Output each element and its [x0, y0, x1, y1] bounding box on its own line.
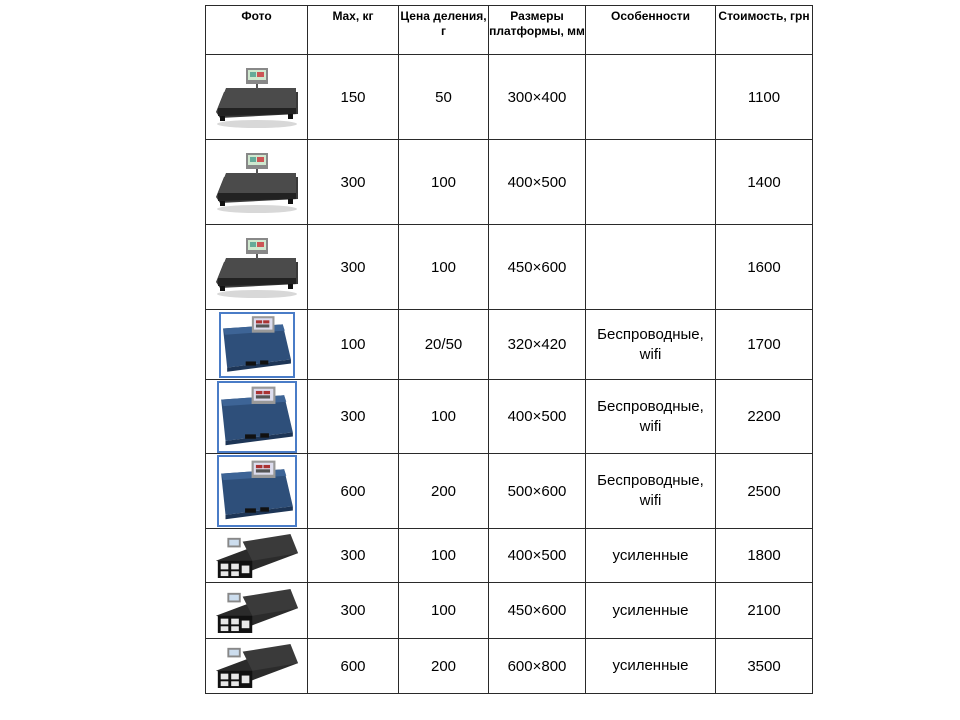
- platform-cell: 400×500: [489, 529, 586, 583]
- division-cell: 100: [399, 529, 489, 583]
- price-cell: 1600: [716, 225, 813, 310]
- max-cell: 300: [308, 529, 399, 583]
- price-cell: 1400: [716, 140, 813, 225]
- reinforced-scale-image: [214, 642, 300, 690]
- division-cell: 20/50: [399, 310, 489, 380]
- features-cell: [586, 140, 716, 225]
- table-row: [206, 55, 813, 140]
- max-cell: 150: [308, 55, 399, 140]
- photo-cell: [206, 529, 308, 583]
- photo-cell: [206, 380, 308, 454]
- platform-cell: 450×600: [489, 583, 586, 639]
- max-cell: 300: [308, 380, 399, 454]
- division-cell: 100: [399, 225, 489, 310]
- max-cell: 300: [308, 583, 399, 639]
- platform-cell: 500×600: [489, 454, 586, 529]
- reinforced-scale-image: [214, 532, 300, 580]
- features-cell: усиленные: [586, 529, 716, 583]
- price-cell: 1100: [716, 55, 813, 140]
- max-cell: 600: [308, 639, 399, 694]
- price-cell: 1800: [716, 529, 813, 583]
- header-division: Цена деления, г: [399, 6, 489, 55]
- division-cell: 100: [399, 380, 489, 454]
- max-cell: 300: [308, 140, 399, 225]
- photo-cell: [206, 310, 308, 380]
- table-row: [206, 310, 813, 380]
- blue-wireless-scale-image: [219, 383, 295, 451]
- max-cell: 300: [308, 225, 399, 310]
- header-row: [206, 6, 813, 55]
- photo-cell: [206, 225, 308, 310]
- price-cell: 2200: [716, 380, 813, 454]
- division-cell: 50: [399, 55, 489, 140]
- header-photo: Фото: [206, 6, 308, 55]
- header-price: Стоимость, грн: [716, 6, 813, 55]
- max-cell: 600: [308, 454, 399, 529]
- table-row: [206, 454, 813, 529]
- price-cell: 2500: [716, 454, 813, 529]
- photo-cell: [206, 583, 308, 639]
- blue-wireless-scale-image: [221, 314, 293, 376]
- platform-cell: 400×500: [489, 140, 586, 225]
- header-max: Max, кг: [308, 6, 399, 55]
- price-cell: 3500: [716, 639, 813, 694]
- price-table: [205, 5, 813, 694]
- platform-cell: 320×420: [489, 310, 586, 380]
- black-scale-image: [212, 147, 302, 217]
- platform-cell: 450×600: [489, 225, 586, 310]
- max-cell: 100: [308, 310, 399, 380]
- photo-cell: [206, 140, 308, 225]
- price-cell: 1700: [716, 310, 813, 380]
- division-cell: 100: [399, 140, 489, 225]
- table-row: [206, 529, 813, 583]
- features-cell: усиленные: [586, 583, 716, 639]
- features-cell: [586, 225, 716, 310]
- black-scale-image: [212, 232, 302, 302]
- price-cell: 2100: [716, 583, 813, 639]
- division-cell: 100: [399, 583, 489, 639]
- table-row: [206, 583, 813, 639]
- platform-cell: 300×400: [489, 55, 586, 140]
- table-row: [206, 225, 813, 310]
- header-features: Особенности: [586, 6, 716, 55]
- blue-wireless-scale-image: [219, 457, 295, 525]
- features-cell: усиленные: [586, 639, 716, 694]
- features-cell: Беспроводные, wifi: [586, 454, 716, 529]
- photo-cell: [206, 55, 308, 140]
- black-scale-image: [212, 62, 302, 132]
- platform-cell: 600×800: [489, 639, 586, 694]
- photo-cell: [206, 639, 308, 694]
- division-cell: 200: [399, 639, 489, 694]
- table-row: [206, 639, 813, 694]
- features-cell: Беспроводные, wifi: [586, 380, 716, 454]
- platform-cell: 400×500: [489, 380, 586, 454]
- table-row: [206, 140, 813, 225]
- features-cell: Беспроводные, wifi: [586, 310, 716, 380]
- photo-cell: [206, 454, 308, 529]
- division-cell: 200: [399, 454, 489, 529]
- header-platform: Размеры платформы, мм: [489, 6, 586, 55]
- features-cell: [586, 55, 716, 140]
- reinforced-scale-image: [214, 587, 300, 635]
- table-row: [206, 380, 813, 454]
